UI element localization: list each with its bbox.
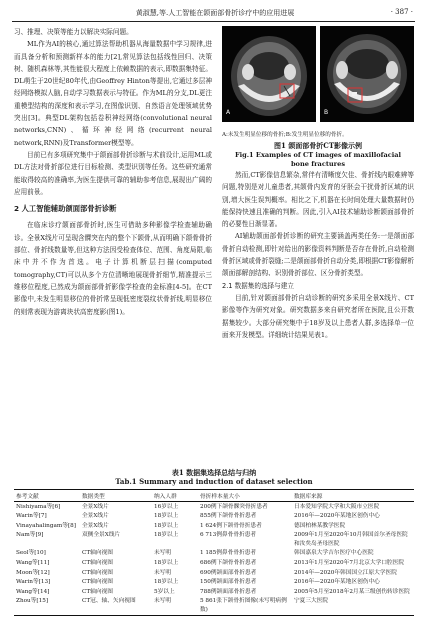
table-cell: 2013年1月至2020年7月北京大学口腔医院 bbox=[294, 560, 405, 567]
table-cell: CT轴向视图 bbox=[82, 569, 113, 576]
table-cell: 855例下颌骨骨折患者 bbox=[200, 513, 257, 520]
paragraph: 在临床诊疗颌面部骨折时,医生可借助多种影像学检查辅助确诊。全景X线片可呈现含髁突在内的整个下颌骨,从而明确下颌骨骨折部位、骨折线数量等,但这种方法因受检查体位、范围、角度局限,临床中并不作为首选。电子计算机断层扫描(computed tomography,CT)可以从多个方位清晰地展现骨折细节,精准提示三维移位程度,已然成为颌面部骨折影像学检查的金标准[4-5]。在CT影像中,未发生明显移位的骨折常呈现低密度裂纹状骨折线,明显移位的则常表现为游离块状高密度影(图1)。 bbox=[14, 221, 213, 316]
table-cell: 2005年5月至2018年2月某三级创伤转诊医院 bbox=[294, 588, 410, 595]
table-row bbox=[14, 568, 414, 578]
paragraph: AI辅助颌面部骨折诊断的研究主要涵盖两类任务:一是颌面部骨折自动检测,即针对给出的影像资料判断是否存在骨折,自动检测骨折区域或骨折裂缝;二是颌面部骨折自动分类,即根据CT影像解析颌面部解剖结构、识别骨折部位、区分骨折类型。 bbox=[222, 232, 414, 278]
paragraph: 然而,CT影像信息繁杂,常伴有清晰度欠佳、骨折线内眼难辨等问题,特别是对儿童患者,其颌骨内发育的牙胚会干扰骨折区域的识别,增大医生误判概率。相比之下,机器在长时间处理大量数据时仍能保持快速且准确的判断。因此,引入AI技术辅助诊断颌面部骨折的必要性日渐显著。 bbox=[222, 171, 414, 229]
figure-1 bbox=[222, 26, 414, 130]
table-cell: 日本爱知学院大学和大阪市立医院 bbox=[294, 503, 380, 510]
section-heading: 2 人工智能辅助颌面部骨折诊断 bbox=[14, 204, 117, 214]
header-cell: 骨折样本量大小 bbox=[200, 494, 240, 500]
paragraph: 习、推理、决策等能力以解决实际问题。 bbox=[14, 28, 133, 36]
table-cell: 未写明 bbox=[154, 598, 172, 605]
table-cell: Nishiyama等[6] bbox=[16, 503, 61, 510]
header-cell: 数据类型 bbox=[82, 494, 105, 500]
subsection-heading: 2.1 数据集的选择与建立 bbox=[222, 281, 294, 290]
running-title: 黄淑慧,等.人工智能在颌面部骨折诊疗中的应用进展 bbox=[135, 9, 295, 17]
running-header bbox=[0, 6, 427, 20]
table-row bbox=[14, 587, 414, 597]
panel-label-a: A bbox=[226, 108, 231, 116]
table-cell: 18岁以上 bbox=[154, 522, 179, 529]
table-cell: 未写明 bbox=[154, 550, 172, 557]
table-cell: 德国柏林某教学医院 bbox=[294, 522, 346, 529]
table-row bbox=[14, 549, 414, 559]
right-column bbox=[222, 26, 414, 341]
table-cell: 5岁以上 bbox=[154, 588, 175, 595]
table-cell: 韩国嘉泉大学吉尔医疗中心医院 bbox=[294, 550, 374, 557]
ct-scan-b-graphic bbox=[320, 26, 414, 122]
table-cell: 2016年—2020年某地区创伤中心 bbox=[294, 579, 380, 586]
table-cell: CT轴向视图 bbox=[82, 579, 113, 586]
dataset-table bbox=[14, 489, 414, 616]
paragraph: 目前,针对颌面部骨折自动诊断的研究多采用全景X线片、CT影像等作为研究对象。研究数据多来自研究者所在医院,且公开数据集较少。大部分研究集中于18岁及以上患者人群,多选择单一位面来开发模型。详细统计结果见表1。 bbox=[222, 293, 414, 339]
table-cell: Wang等[11] bbox=[16, 560, 50, 567]
header-cell: 纳入人群 bbox=[154, 494, 177, 500]
table-caption-cn: 表1 数据集选择总结与归纳 bbox=[171, 468, 257, 477]
figure-note: A:未发生明显位移的骨折;B:发生明显位移的骨折。 bbox=[222, 132, 348, 138]
header-cell: 数据库来源 bbox=[294, 494, 323, 500]
table-row bbox=[14, 559, 414, 569]
header-cell: 参考文献 bbox=[16, 494, 39, 500]
table-cell: Nam等[9] bbox=[16, 532, 44, 539]
table-cell: 宁夏三大医院 bbox=[294, 598, 329, 605]
table-cell: Moon等[12] bbox=[16, 569, 50, 576]
table-cell: 6 713例鼻骨骨折患者 bbox=[200, 532, 257, 539]
table-cell: 200例下颌骨髁突骨折患者 bbox=[200, 503, 268, 510]
table-cell: 18岁以上 bbox=[154, 560, 179, 567]
paragraph: 目前已有多项研究集中于颌面部骨折诊断与术前设计,运用ML或DL方法对骨折部位进行目标检测、类型识别等任务。这些研究通常能取得较高的准确率,为医生提供可靠的辅助参考信息,展现出广阔的应用前景。 bbox=[14, 150, 212, 196]
figure-caption-en bbox=[222, 151, 414, 169]
table-1 bbox=[14, 468, 414, 616]
paragraph: ML作为AI的核心,通过算法帮助机器从海量数据中学习规律,进而具备分析和预测新样本的能力[2],常见算法包括线性回归、决策树、随机森林等,其性能很大程度上依赖数据的表示,即数据集特征。DL萌生于20世纪80年代,由Geoffrey Hinton等提出,它通过多层神经网络模拟人脑,自动学习数据表示与特征。作为ML的分支,DL更注重模型结构的深度和表示学习,在图像识别、自然语言处理领域优势突出[3]。典型DL架构包括卷积神经网络(convolutional neural networks,CNN)、循环神经网络(recurrent neural network,RNN)及Transformer模型等。 bbox=[14, 40, 212, 147]
table-row bbox=[14, 521, 414, 531]
table-row bbox=[14, 578, 414, 588]
table-cell: Warin等[13] bbox=[16, 579, 51, 586]
ct-scan-a-graphic bbox=[222, 26, 316, 122]
table-cell: CT轴向视图 bbox=[82, 588, 113, 595]
table-cell: 16岁以上 bbox=[154, 503, 179, 510]
table-cell: Seol等[10] bbox=[16, 550, 46, 557]
table-cell: 18岁以上 bbox=[154, 513, 179, 520]
table-row bbox=[14, 597, 414, 616]
left-column bbox=[14, 26, 212, 318]
table-cell: 双侧全景X线片 bbox=[82, 532, 121, 539]
table-cell: CT轴向视图 bbox=[82, 560, 113, 567]
table-cell: CT冠、轴、矢向视图 bbox=[82, 598, 136, 605]
table-cell: 1 185例鼻骨骨折患者 bbox=[200, 550, 257, 557]
table-row bbox=[14, 531, 414, 549]
table-header-row bbox=[14, 490, 414, 502]
ct-image-b bbox=[320, 26, 414, 122]
table-cell: 150例颌面部骨折患者 bbox=[200, 579, 257, 586]
table-cell: Warin等[7] bbox=[16, 513, 47, 520]
panel-label-b: B bbox=[324, 108, 329, 116]
figure-caption-en-line1: Fig.1 Examples of CT images of maxillofacial bbox=[234, 151, 402, 159]
table-cell: 2016年—2020年某地区创伤中心 bbox=[294, 513, 380, 520]
table-row bbox=[14, 512, 414, 522]
table-cell: 18岁以上 bbox=[154, 579, 179, 586]
table-cell: 686例下颌骨骨折患者 bbox=[200, 560, 257, 567]
table-cell: 未写明 bbox=[154, 569, 172, 576]
table-cell: 5 861张下颌骨折图像(未写明病例数) bbox=[200, 598, 287, 614]
page-number: · 387 · bbox=[390, 8, 413, 16]
table-caption-en: Tab.1 Summary and induction of dataset selection bbox=[115, 477, 313, 486]
table-cell: CT轴向视图 bbox=[82, 550, 113, 557]
table-cell: 18岁以上 bbox=[154, 532, 179, 539]
table-cell: 全景X线片 bbox=[82, 503, 109, 510]
figure-caption-en-line2: bone fractures bbox=[290, 160, 346, 168]
table-cell: 全景X线片 bbox=[82, 522, 109, 529]
table-cell: 690例颌面部骨折患者 bbox=[200, 569, 257, 576]
table-row bbox=[14, 502, 414, 512]
table-cell: 全景X线片 bbox=[82, 513, 109, 520]
table-cell: Zhou等[15] bbox=[16, 598, 49, 605]
table-cell: 2009年1月至2020年10月韩国首尔圣母医院和汝矣岛圣母医院 bbox=[294, 532, 408, 547]
table-cell: Vinayahalingam等[8] bbox=[16, 522, 77, 529]
table-cell: 1 624例下颌骨骨折患者 bbox=[200, 522, 262, 529]
header-rule bbox=[12, 21, 415, 22]
table-cell: Wang等[14] bbox=[16, 588, 50, 595]
figure-caption-cn: 图1 颌面部骨折CT影像示例 bbox=[273, 141, 363, 150]
table-cell: 2014年—2020年韩国国立江原大学医院 bbox=[294, 569, 397, 576]
ct-image-a bbox=[222, 26, 316, 122]
table-cell: 788例颌面部骨折患者 bbox=[200, 588, 257, 595]
